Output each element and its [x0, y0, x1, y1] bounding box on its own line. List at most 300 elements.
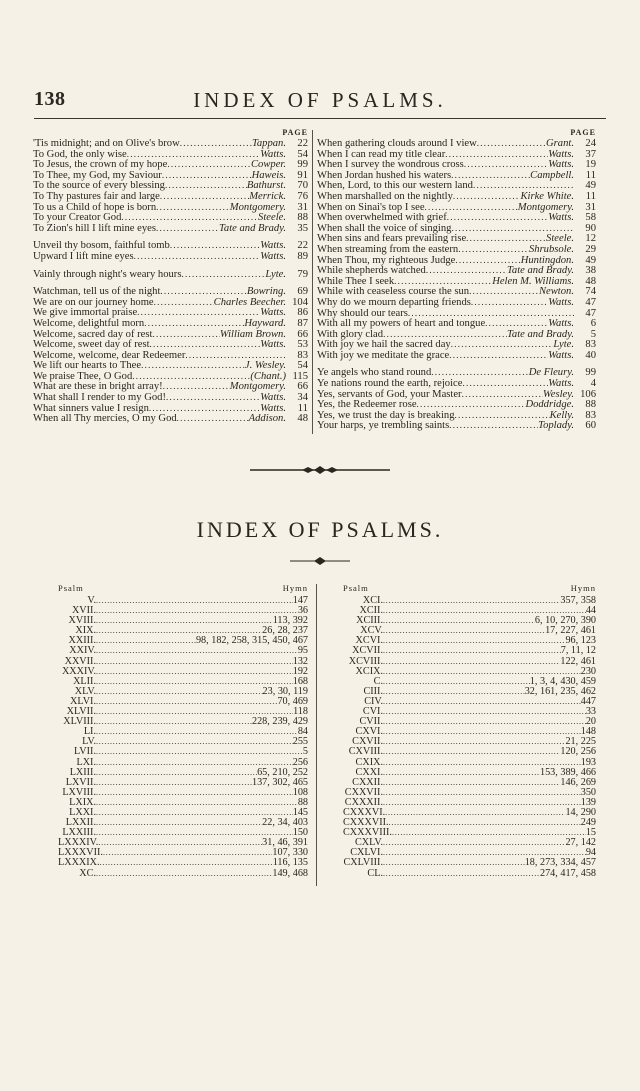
- leader-dots: [383, 717, 586, 727]
- psalm-head: Psalm: [58, 583, 84, 593]
- hymn-numbers: 20: [585, 716, 596, 728]
- leader-dots: [383, 677, 530, 687]
- header-title: INDEX OF PSALMS.: [193, 88, 447, 112]
- author: Toplady.: [538, 420, 574, 432]
- psalm-number: XC.: [79, 867, 96, 879]
- leader-dots: [96, 747, 303, 757]
- hymn-numbers: 70, 469: [277, 695, 308, 707]
- author: J. Wesley.: [244, 360, 286, 372]
- index-entry: [33, 138, 308, 149]
- page-ref: 34: [297, 392, 308, 404]
- leader-dots: [383, 737, 565, 747]
- index-entry: [33, 297, 308, 308]
- page-ref: 76: [297, 190, 308, 202]
- group-gap: [317, 360, 596, 367]
- author: Watts.: [548, 296, 574, 308]
- hymn-numbers: 5: [302, 746, 308, 758]
- page-ref: 40: [585, 349, 596, 361]
- hymn-numbers: 21, 225: [565, 736, 596, 748]
- index-entry: [317, 265, 596, 276]
- hymn-numbers: 168: [292, 675, 308, 687]
- hymn-numbers: 357, 358: [560, 595, 596, 606]
- page-column-header: PAGE: [570, 128, 596, 137]
- leader-dots: [96, 727, 298, 737]
- author: Cowper.: [250, 159, 286, 171]
- page-ref: 19: [585, 159, 596, 171]
- page-ref: 86: [297, 307, 308, 319]
- hymn-numbers: 146, 269: [560, 776, 596, 788]
- psalm-number: LXXXVII.: [58, 847, 103, 859]
- author: Steele.: [546, 233, 574, 245]
- leader-dots: [96, 697, 277, 707]
- psalm-number: XIX.: [75, 625, 96, 637]
- first-line: Yes, servants of God, your Master: [317, 388, 462, 400]
- leader-dots: [96, 717, 252, 727]
- index-entry: [317, 367, 596, 378]
- page-ref: 58: [585, 212, 596, 224]
- psalm-number: XCI.: [362, 595, 383, 606]
- page-ref: 88: [585, 399, 596, 411]
- page-ref: 5: [590, 328, 596, 340]
- author: Hayward.: [244, 317, 286, 329]
- hymn-numbers: 88: [297, 796, 308, 808]
- leader-dots: [103, 848, 272, 858]
- psalms-column-header: [343, 580, 596, 596]
- leader-dots: [449, 350, 548, 362]
- leader-dots: [392, 828, 586, 838]
- index-entry: [33, 350, 308, 361]
- first-line: When overwhelmed with grief: [317, 212, 447, 224]
- first-line: When on Sinai's top I see: [317, 201, 425, 213]
- page-ref: 99: [585, 367, 596, 379]
- leader-dots: [385, 808, 565, 818]
- leader-dots: [383, 596, 560, 606]
- hymn-numbers: 22, 34, 403: [262, 817, 308, 829]
- author: Watts.: [548, 378, 574, 390]
- leader-dots: [383, 768, 540, 778]
- first-lines-index: [0, 128, 640, 438]
- leader-dots: [98, 838, 262, 848]
- leader-dots: [181, 269, 265, 281]
- leader-dots: [100, 858, 273, 868]
- index-entry: [317, 318, 596, 329]
- title-ornament: [290, 557, 350, 565]
- hymn-numbers: 137, 302, 465: [251, 776, 308, 788]
- hymn-numbers: 255: [292, 736, 308, 748]
- first-line: We praise Thee, O God: [33, 370, 133, 382]
- page-ref: 49: [585, 180, 596, 192]
- author: Tappan.: [251, 138, 286, 149]
- hymn-numbers: 107, 330: [272, 847, 308, 859]
- author: Bowring.: [246, 286, 286, 298]
- index-entry: [317, 339, 596, 350]
- page-ref: 90: [585, 222, 596, 234]
- hymn-numbers: 145: [292, 806, 308, 818]
- author: De Fleury.: [528, 367, 574, 379]
- index-entry: [317, 389, 596, 400]
- psalm-number: LXXI.: [69, 806, 96, 818]
- page-ref: 104: [292, 296, 308, 308]
- first-line: When streaming from the eastern: [317, 243, 459, 255]
- author: Watts.: [260, 307, 286, 319]
- index-entry: [317, 329, 596, 340]
- psalm-number: CVI.: [362, 706, 383, 718]
- leader-dots: [96, 646, 298, 656]
- hymn-numbers: 132: [292, 655, 308, 667]
- hymn-numbers: 274, 417, 458: [539, 867, 596, 879]
- page-ref: 115: [292, 370, 308, 382]
- psalm-number: XCII.: [359, 605, 383, 617]
- first-lines-right-column: [317, 128, 596, 431]
- index-entry: [317, 149, 596, 160]
- first-line: To us a Child of hope is born: [33, 201, 157, 213]
- psalms-index: [0, 580, 640, 890]
- author: Huntingdon.: [520, 254, 574, 266]
- index-entry: [33, 360, 308, 371]
- leader-dots: [383, 707, 586, 717]
- hymn-numbers: 23, 30, 119: [262, 685, 308, 697]
- page-ref: 54: [297, 148, 308, 160]
- first-line: With joy we hail the sacred day: [317, 339, 451, 351]
- author: Charles Beecher.: [213, 296, 286, 308]
- index-entry: [33, 170, 308, 181]
- author: Tate and Brady.: [506, 328, 574, 340]
- psalm-number: CXIX.: [355, 756, 383, 768]
- page-ref: 66: [297, 381, 308, 393]
- first-line: Yes, we trust the day is breaking: [317, 409, 455, 421]
- psalm-number: CXXXVI.: [343, 806, 386, 818]
- author: Helen M. Williams.: [492, 275, 574, 287]
- first-line: When all Thy mercies, O my God: [33, 413, 177, 425]
- page-ref: 31: [585, 201, 596, 213]
- first-line: To Zion's hill I lift mine eyes: [33, 222, 156, 234]
- first-line: Vainly through night's weary hours: [33, 268, 182, 280]
- hymn-numbers: 113, 392: [272, 615, 308, 627]
- index-entry: [33, 371, 308, 382]
- index-entry: [317, 297, 596, 308]
- index-entry: [317, 159, 596, 170]
- hymn-numbers: 15: [585, 827, 596, 839]
- first-line: When shall the voice of singing: [317, 222, 452, 234]
- psalm-number: XXVII.: [64, 655, 96, 667]
- index-entry: [317, 191, 596, 202]
- hymn-numbers: 14, 290: [565, 806, 596, 818]
- hymn-numbers: 18, 273, 334, 457: [524, 857, 596, 869]
- psalm-number: LXXXIX.: [58, 857, 100, 869]
- index-entry: [33, 251, 308, 262]
- first-line: We lift our hearts to Thee: [33, 360, 142, 372]
- leader-dots: [96, 687, 263, 697]
- leader-dots: [383, 636, 565, 646]
- psalm-number: XLVIII.: [63, 716, 96, 728]
- index-entry: [33, 403, 308, 414]
- hymn-numbers: 31, 46, 391: [262, 837, 308, 849]
- first-lines-left-column: [33, 128, 308, 424]
- leader-dots: [383, 869, 540, 879]
- hymn-numbers: 95: [297, 645, 308, 657]
- psalm-number: CXXXVII.: [343, 817, 389, 829]
- page-ref: 74: [585, 286, 596, 298]
- leader-dots: [96, 657, 293, 667]
- index-entry: [33, 202, 308, 213]
- index-entry: [33, 329, 308, 340]
- author: Grant.: [546, 138, 574, 149]
- psalm-number: LXXII.: [65, 817, 96, 829]
- hymn-numbers: 98, 182, 258, 315, 450, 467: [195, 635, 308, 647]
- hymn-numbers: 1, 3, 4, 430, 459: [529, 675, 596, 687]
- page-ref: 60: [585, 420, 596, 432]
- leader-dots: [96, 667, 293, 677]
- hymn-numbers: 256: [292, 756, 308, 768]
- index-entry: [33, 180, 308, 191]
- page-ref: 11: [297, 402, 308, 414]
- hymn-numbers: 122, 461: [560, 655, 596, 667]
- psalm-number: CXLV.: [354, 837, 383, 849]
- author: Addison.: [248, 413, 286, 425]
- psalm-row: [343, 747, 596, 757]
- first-line: Welcome, welcome, dear Redeemer: [33, 349, 186, 361]
- first-line: To God, the only wise: [33, 148, 127, 160]
- psalm-index-title: INDEX OF PSALMS.: [196, 517, 444, 542]
- psalm-number: XLVI.: [70, 695, 96, 707]
- psalm-number: LXXXIV.: [58, 837, 99, 849]
- leader-dots: [96, 606, 298, 616]
- index-entry: [33, 149, 308, 160]
- first-line: When Thou, my righteous Judge: [317, 254, 456, 266]
- page-ref: 49: [585, 254, 596, 266]
- leader-dots: [96, 636, 196, 646]
- author: Montgomery.: [229, 381, 286, 393]
- first-line: When sins and fears prevailing rise: [317, 233, 467, 245]
- psalm-number: V.: [87, 595, 96, 606]
- index-entry: [33, 392, 308, 403]
- author: Montgomery.: [229, 201, 286, 213]
- hymn-numbers: 230: [580, 665, 596, 677]
- hymn-numbers: 350: [580, 786, 596, 798]
- author: Watts.: [260, 148, 286, 160]
- leader-dots: [96, 768, 257, 778]
- author: Tate and Brady.: [506, 265, 574, 277]
- page-ref: 22: [297, 138, 308, 149]
- page-ref: 12: [585, 233, 596, 245]
- psalm-number: XCVI.: [355, 635, 383, 647]
- leader-dots: [96, 788, 293, 798]
- leader-dots: [383, 646, 561, 656]
- author: Lyte.: [265, 268, 286, 280]
- psalm-row: [58, 869, 308, 879]
- first-line: 'Tis midnight; and on Olive's brow: [33, 138, 180, 149]
- author: Newton.: [538, 286, 574, 298]
- author: William Brown.: [219, 328, 286, 340]
- hymn-numbers: 32, 161, 235, 462: [524, 685, 596, 697]
- psalm-number: XXIII.: [68, 635, 96, 647]
- first-line: When marshalled on the nightly: [317, 190, 453, 202]
- psalms-left-column: [58, 580, 308, 879]
- page-ref: 11: [585, 169, 596, 181]
- index-entry: [317, 276, 596, 287]
- first-line: Unveil thy bosom, faithful tomb: [33, 240, 170, 252]
- index-entry: [317, 399, 596, 410]
- psalm-number: XXIV.: [69, 645, 96, 657]
- page-ref: 22: [297, 240, 308, 252]
- leader-dots: [96, 869, 272, 879]
- leader-dots: [389, 818, 581, 828]
- psalm-number: CIV.: [364, 695, 383, 707]
- first-line: To Thee, my God, my Saviour: [33, 169, 162, 181]
- first-line: To the source of every blessing: [33, 180, 165, 192]
- author: Tate and Brady.: [218, 222, 286, 234]
- author: Lyte.: [553, 339, 574, 351]
- page-ref: 79: [297, 268, 308, 280]
- index-entry: [317, 410, 596, 421]
- first-line: Your harps, ye trembling saints: [317, 420, 450, 432]
- page-ref: 69: [297, 286, 308, 298]
- hymn-numbers: 44: [585, 605, 596, 617]
- index-entry: [317, 180, 596, 191]
- author: Watts.: [548, 349, 574, 361]
- psalm-head: Psalm: [343, 583, 369, 593]
- page-ref: 88: [297, 212, 308, 224]
- hymn-numbers: 148: [580, 726, 596, 738]
- hymn-numbers: 192: [292, 665, 308, 677]
- psalms-right-column: [343, 580, 596, 879]
- first-line: We give immortal praise: [33, 307, 138, 319]
- hymn-numbers: 153, 389, 466: [539, 766, 596, 778]
- index-entry: [317, 420, 596, 431]
- index-entry: [33, 159, 308, 170]
- leader-dots: [383, 798, 581, 808]
- index-entry: [317, 233, 596, 244]
- first-line: When, Lord, to this our western land: [317, 180, 473, 192]
- first-line: While with ceaseless course the sun: [317, 286, 470, 298]
- author: Wesley.: [542, 388, 574, 400]
- psalm-number: CXLVIII.: [343, 857, 383, 869]
- hymn-head: Hymn: [570, 583, 596, 593]
- psalm-number: XCIII.: [356, 615, 383, 627]
- hymn-numbers: 150: [292, 827, 308, 839]
- page-ref: 91: [297, 169, 308, 181]
- author: Watts.: [548, 148, 574, 160]
- first-line: Welcome, sweet day of rest: [33, 339, 150, 351]
- author: Doddridge.: [525, 399, 574, 411]
- page-ref: 89: [297, 250, 308, 262]
- psalm-number: LI.: [83, 726, 96, 738]
- leader-dots: [96, 616, 273, 626]
- psalm-number: C.: [373, 675, 383, 687]
- author: Bathurst.: [246, 180, 286, 192]
- first-line: Upward I lift mine eyes: [33, 250, 134, 262]
- index-entry: [33, 191, 308, 202]
- psalms-column-header: [58, 580, 308, 596]
- psalm-number: XLV.: [74, 685, 96, 697]
- page-ref: 47: [585, 307, 596, 319]
- hymn-numbers: 149, 468: [272, 867, 308, 879]
- first-line: Welcome, delightful morn: [33, 317, 145, 329]
- hymn-numbers: 96, 123: [565, 635, 596, 647]
- page-ref: 48: [297, 413, 308, 425]
- psalm-number: XLII.: [73, 675, 96, 687]
- hymn-numbers: 27, 142: [565, 837, 596, 849]
- index-entry: [317, 223, 596, 234]
- psalm-row: [343, 869, 596, 879]
- index-entry: [33, 307, 308, 318]
- hymn-numbers: 36: [297, 605, 308, 617]
- page-ref: 35: [297, 222, 308, 234]
- page-ref: 53: [297, 339, 308, 351]
- first-line: Why should our tears: [317, 307, 408, 319]
- psalm-number: XCV.: [360, 625, 383, 637]
- psalm-number: LXVIII.: [62, 786, 96, 798]
- author: Watts.: [260, 250, 286, 262]
- psalm-number: CXXXII.: [344, 796, 383, 808]
- first-line: To Jesus, the crown of my hope: [33, 159, 168, 171]
- index-entry: [33, 269, 308, 280]
- author: Kelly.: [549, 409, 574, 421]
- index-entry: [317, 170, 596, 181]
- leader-dots: [156, 223, 219, 235]
- page-ref: 11: [585, 190, 596, 202]
- index-entry: [33, 413, 308, 424]
- first-line: Welcome, sacred day of rest: [33, 328, 153, 340]
- psalm-number: CL.: [367, 867, 383, 879]
- index-entry: [33, 318, 308, 329]
- leader-dots: [383, 838, 565, 848]
- hymn-numbers: 7, 11, 12: [560, 645, 596, 657]
- psalm-number: CXVIII.: [348, 746, 383, 758]
- group-gap: [33, 262, 308, 269]
- psalm-number: CIII.: [363, 685, 383, 697]
- running-header: [34, 88, 606, 112]
- page-ref: 38: [585, 265, 596, 277]
- hymn-numbers: 108: [292, 786, 308, 798]
- hymn-numbers: 118: [293, 706, 308, 718]
- hymn-numbers: 139: [580, 796, 596, 808]
- hymn-numbers: 84: [297, 726, 308, 738]
- page-ref: 106: [580, 388, 596, 400]
- first-line: When gathering clouds around I view: [317, 138, 477, 149]
- hymn-head: Hymn: [282, 583, 308, 593]
- author: Watts.: [260, 339, 286, 351]
- psalm-number: LVII.: [74, 746, 96, 758]
- psalm-number: CXXXVIII.: [343, 827, 392, 839]
- index-entry: [317, 212, 596, 223]
- group-gap: [33, 233, 308, 240]
- first-line: With all my powers of heart and tongue: [317, 318, 486, 330]
- index-entry: [317, 308, 596, 319]
- page-ref: 66: [297, 328, 308, 340]
- first-line: Ye angels who stand round: [317, 367, 432, 379]
- leader-dots: [383, 616, 535, 626]
- psalm-number: LV.: [82, 736, 96, 748]
- hymn-numbers: 6, 10, 270, 390: [534, 615, 596, 627]
- page-ref: 99: [297, 159, 308, 171]
- page-ref: 4: [590, 378, 596, 390]
- hymn-numbers: 228, 239, 429: [251, 716, 308, 728]
- psalm-number: LXIX.: [69, 796, 96, 808]
- first-line: To Thy pastures fair and large: [33, 190, 160, 202]
- psalm-number: XXXIV.: [61, 665, 96, 677]
- psalm-row: [58, 747, 308, 757]
- psalm-number: CXXII.: [352, 776, 383, 788]
- first-line: When I survey the wondrous cross: [317, 159, 464, 171]
- page-ref: 83: [297, 349, 308, 361]
- author: (Chant.): [250, 370, 286, 382]
- first-line: When Jordan hushed his waters: [317, 169, 452, 181]
- index-entry: [33, 223, 308, 234]
- author: Watts.: [260, 402, 286, 414]
- psalm-number: CXVII.: [352, 736, 383, 748]
- first-line: While shepherds watched: [317, 265, 426, 277]
